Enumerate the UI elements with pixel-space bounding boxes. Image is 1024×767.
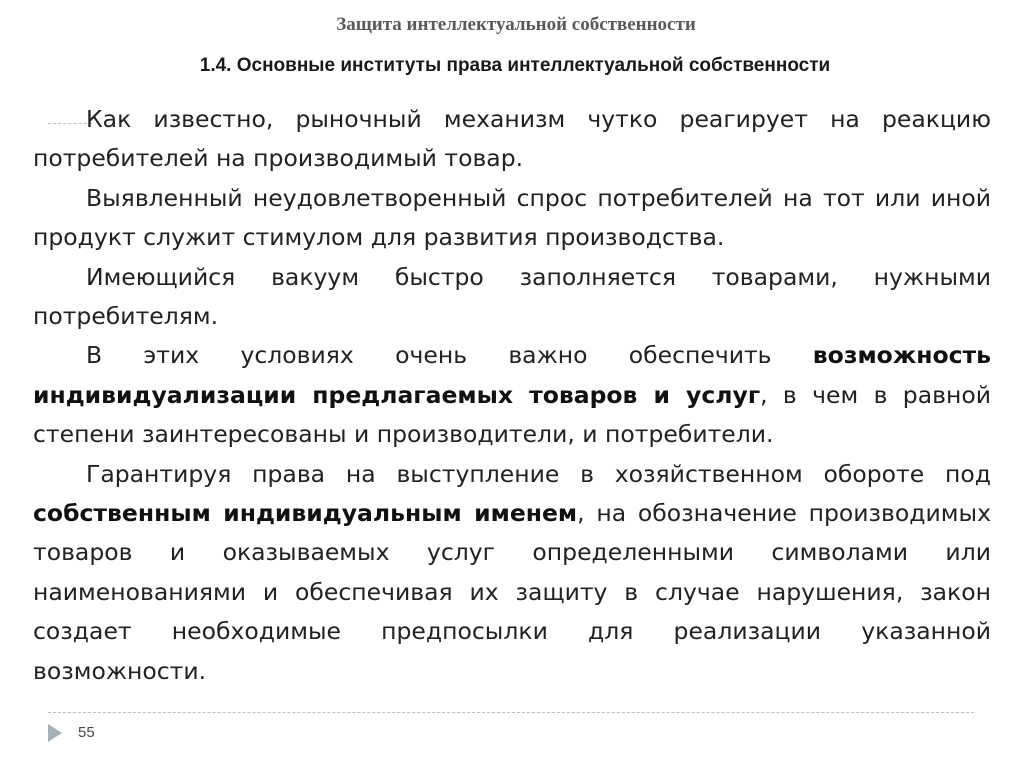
paragraph-5-emphasis: собственным индивидуальным именем — [33, 499, 578, 528]
triangle-right-icon — [48, 724, 62, 742]
paragraph-4-text-start: В этих условиях очень важно обеспечить — [86, 341, 813, 370]
paragraph-5-text-end: , на обозначение производимых товаров и оказываемых услуг определенными символами или наименованиями и обеспечивая их защиту в случае нарушения, закон создает необходимые предпосылки для реализации указанной возможности. — [33, 499, 991, 685]
paragraph-4 — [33, 336, 991, 454]
paragraph-1 — [33, 100, 991, 179]
presentation-title: Защита интеллектуальной собственности — [336, 14, 696, 35]
paragraph-5-text-start: Гарантируя права на выступление в хозяйственном обороте под — [86, 459, 991, 488]
paragraph-3-text: Имеющийся вакуум быстро заполняется товарами, нужными потребителям. — [33, 262, 991, 331]
page-number: 55 — [78, 724, 95, 741]
paragraph-4-emphasis: возможность индивидуализации предлагаемых товаров и услуг — [33, 341, 991, 409]
paragraph-2-text: Выявленный неудовлетворенный спрос потребителей на тот или иной продукт служит стимулом для развития производства. — [33, 183, 991, 252]
slide-body — [33, 100, 991, 691]
paragraph-2 — [33, 179, 991, 258]
bottom-divider — [48, 712, 974, 713]
section-title: 1.4. Основные институты права интеллектуальной собственности — [199, 55, 831, 76]
paragraph-1-text: Как известно, рыночный механизм чутко реагирует на реакцию потребителей на производимый товар. — [33, 105, 991, 173]
paragraph-3 — [33, 258, 991, 337]
paragraph-5 — [33, 455, 991, 691]
paragraph-4-text-end: , в чем в равной степени заинтересованы и производители, и потребители. — [33, 380, 991, 449]
